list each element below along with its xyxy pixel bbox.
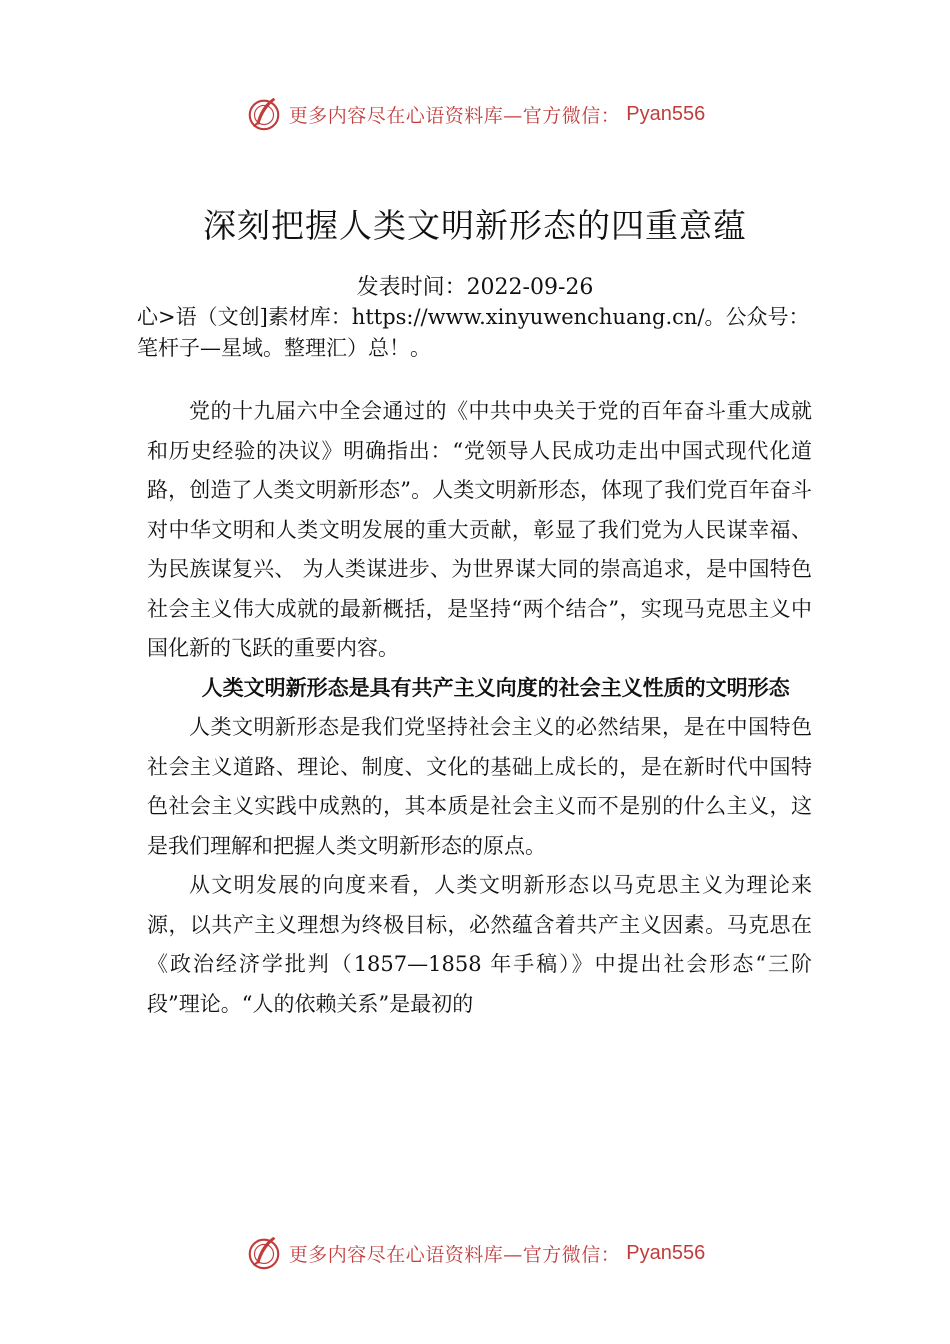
quill-seal-icon [245,95,283,133]
source-note: 心>语（文创]素材库：https://www.xinyuwenchuang.cn/。公众号：笔杆子—星域。整理汇）总！。 [137,305,810,360]
banner-text: 更多内容尽在心语资料库—官方微信： [288,1243,621,1266]
section-heading: 人类文明新形态是具有共产主义向度的社会主义性质的文明形态 [201,675,790,700]
quill-seal-icon [245,1234,283,1272]
footer-watermark-banner [0,1231,950,1275]
article-title: 深刻把握人类文明新形态的四重意蕴 [203,206,747,245]
paragraph-intro: 党的十九届六中全会通过的《中共中央关于党的百年奋斗重大成就和历史经验的决议》明确指出：“党领导人民成功走出中国式现代化道路，创造了人类文明新形态”。人类文明新形态，体现了我们党百年奋斗对中华文明和人类文明发展的重大贡献，彰显了我们党为人民谋幸福、为民族谋复兴、 为人类谋进步、为世界谋大同的崇高追求，是中国特色社会主义伟大成就的最新概括，是坚持“两个结合”，实现马克思主义中国化新的飞跃的重要内容。 [147,399,812,660]
article-body [147,392,812,1024]
paragraph-2: 人类文明新形态是我们党坚持社会主义的必然结果，是在中国特色社会主义道路、理论、制度、文化的基础上成长的，是在新时代中国特色社会主义实践中成熟的，其本质是社会主义而不是别的什么主义，这是我们理解和把握人类文明新形态的原点。 [147,715,812,858]
banner-text: 更多内容尽在心语资料库—官方微信： [288,104,621,127]
banner-wechat-id: Pyan556 [626,1241,706,1264]
publish-time: 发表时间：2022-09-26 [356,275,594,300]
banner-wechat-id: Pyan556 [626,102,706,125]
header-watermark-banner [0,92,950,136]
paragraph-3: 从文明发展的向度来看，人类文明新形态以马克思主义为理论来源，以共产主义理想为终极目标，必然蕴含着共产主义因素。马克思在《政治经济学批判（1857—1858 年手稿）》中提出社会形态“三阶段”理论。“人的依赖关系”是最初的 [147,873,812,1016]
